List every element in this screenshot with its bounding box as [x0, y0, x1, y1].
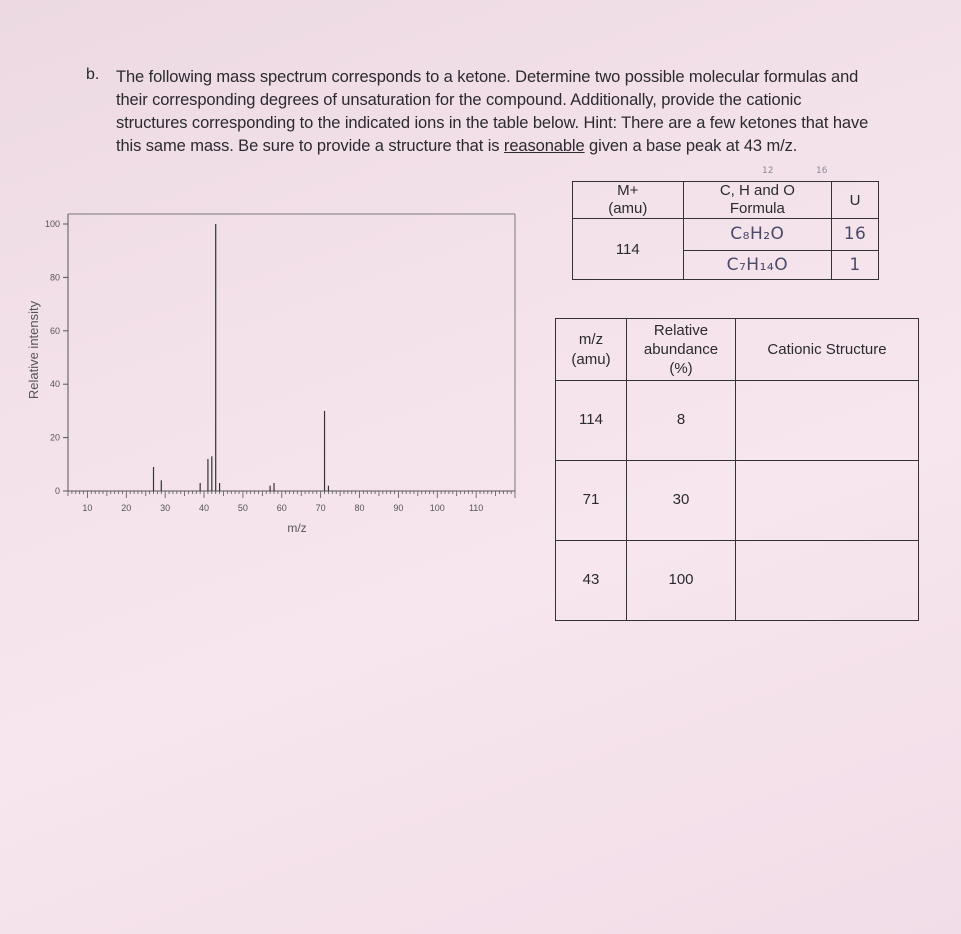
x-tick-label: 10 [82, 503, 93, 513]
mass-cell: 114 [573, 219, 684, 280]
annotation-12: 12 [762, 166, 774, 176]
x-tick-label: 50 [237, 503, 248, 513]
question-line-1: The following mass spectrum corresponds to a ketone. Determine two possible molecular formulas and [116, 68, 859, 86]
header-formula [683, 182, 832, 219]
u-cell-2[interactable]: 1 [832, 250, 879, 279]
formula-cell-1[interactable]: C₈H₂O [683, 219, 832, 251]
question-letter: b. [86, 66, 100, 83]
x-tick-label: 100 [429, 503, 445, 513]
y-tick-label: 100 [44, 219, 60, 229]
header-u: U [832, 182, 879, 219]
x-tick-label: 40 [199, 503, 210, 513]
y-tick-label: 40 [49, 379, 60, 390]
x-tick-label: 80 [354, 503, 365, 513]
header-mass [573, 182, 684, 219]
x-tick-label: 110 [468, 503, 484, 513]
frag-mz-2: 71 [556, 461, 627, 541]
frag-abundance-1: 8 [627, 381, 736, 461]
chart-peaks [154, 224, 329, 491]
frag-structure-3[interactable] [736, 541, 919, 621]
question-underlined-word: reasonable [503, 137, 585, 155]
header-abundance-line1: Relative [653, 322, 709, 339]
fragment-table [555, 318, 919, 621]
question-line-3: structures corresponding to the indicated ions in the table below. Hint: There are a few ketones that have [116, 114, 869, 132]
header-abundance-line3: (%) [669, 360, 693, 377]
x-tick-label: 70 [315, 503, 326, 513]
header-mz [556, 319, 627, 381]
frag-structure-1[interactable] [736, 381, 919, 461]
frag-abundance-3: 100 [627, 541, 736, 621]
x-tick-label: 20 [121, 503, 132, 513]
header-formula-line2: Formula [729, 200, 785, 217]
question-line-2: their corresponding degrees of unsaturation for the compound. Additionally, provide the cationic [116, 91, 802, 109]
x-tick-label: 60 [276, 503, 287, 513]
question-line-4-end: given a base peak at 43 m/z. [584, 137, 798, 155]
question-line-4-start: this same mass. Be sure to provide a structure that is [116, 137, 504, 155]
formula-cell-2[interactable]: C₇H₁₄O [683, 250, 832, 279]
frag-mz-3: 43 [556, 541, 627, 621]
y-tick-label: 80 [49, 272, 60, 283]
chart-axes [45, 214, 515, 513]
header-mass-line2: (amu) [608, 200, 648, 217]
frag-mz-1: 114 [556, 381, 627, 461]
header-abundance-line2: abundance [643, 341, 719, 358]
frag-structure-2[interactable] [736, 461, 919, 541]
frag-abundance-2: 30 [627, 461, 736, 541]
header-abundance [627, 319, 736, 381]
formula-table [572, 181, 879, 280]
header-mass-line1: M+ [617, 182, 639, 199]
u-cell-1[interactable]: 16 [832, 219, 879, 251]
x-tick-label: 90 [393, 503, 404, 513]
header-mz-line2: (amu) [571, 350, 611, 368]
x-tick-label: 30 [160, 503, 171, 513]
y-tick-label: 20 [49, 432, 60, 443]
header-structure: Cationic Structure [736, 319, 919, 381]
header-mz-line1: m/z [578, 330, 604, 348]
y-tick-label: 60 [49, 325, 60, 336]
y-axis-label: Relative intensity [26, 300, 41, 400]
x-axis-label: m/z [287, 521, 307, 535]
annotation-16: 16 [816, 166, 828, 176]
header-formula-line1: C, H and O [719, 182, 795, 199]
y-tick-label: 0 [54, 486, 60, 496]
